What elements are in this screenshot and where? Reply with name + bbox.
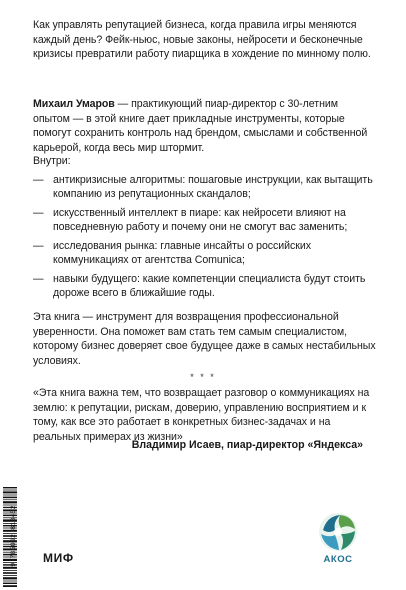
author-name: Михаил Умаров [33, 98, 115, 110]
isbn-digits: 9 785002 813452 [10, 505, 17, 567]
intro-paragraph [33, 18, 377, 62]
inside-list [33, 173, 377, 301]
barcode [3, 487, 23, 587]
list-item: — исследования рынка: главные инсайты о российских коммуникациях от агентства Comunica; [33, 239, 377, 268]
list-item: — навыки будущего: какие компетенции специалиста будут стоить дороже всего в ближайшие годы. [33, 272, 377, 301]
quote-text: «Эта книга важна тем, что возвращает разговор о коммуникациях на землю: к репутации, рискам, доверию, управлению восприятием и к тому, как все это работает в конкретных бизнес-задачах и на реальных примерах из жизни» [33, 387, 370, 443]
author-paragraph [33, 97, 377, 155]
author-text-wrap [33, 97, 377, 155]
section-separator: * * * [190, 372, 216, 382]
quote-author: Владимир Исаев, пиар-директор «Яндекса» [131, 439, 363, 451]
inside-section [33, 154, 377, 301]
intro-text: Как управлять репутацией бизнеса, когда правила игры меняются каждый день? Фейк-ньюс, новые законы, нейросети и бесконечные кризисы превратили работу пиарщика в хождение по минному полю. [33, 19, 371, 60]
akos-label: АКОС [323, 554, 353, 565]
outro-text: Эта книга — инструмент для возвращения профессиональной уверенности. Она поможет вам стать тем самым специалистом, которому бизнес доверяет свое будущее даже в самых нестабильных условиях. [33, 311, 376, 367]
list-item: — искусственный интеллект в пиаре: как нейросети влияют на повседневную работу и почему они не смогут вас заменить; [33, 206, 377, 235]
inside-heading: Внутри: [33, 155, 71, 167]
list-item: — антикризисные алгоритмы: пошаговые инструкции, как вытащить компанию из репутационных скандалов; [33, 173, 377, 202]
quote-paragraph [33, 386, 377, 444]
author-description: — практикующий пиар-директор с 30-летним опытом — в этой книге дает прикладные инструменты, которые помогут сохранить контроль над брендом, смыслами и собственной карьерой, когда весь мир штормит. [33, 98, 368, 154]
akos-emblem-icon [313, 510, 363, 554]
outro-paragraph [33, 310, 377, 368]
publisher-logo-akos [313, 510, 363, 570]
publisher-logo-mif: МИФ [43, 551, 74, 565]
